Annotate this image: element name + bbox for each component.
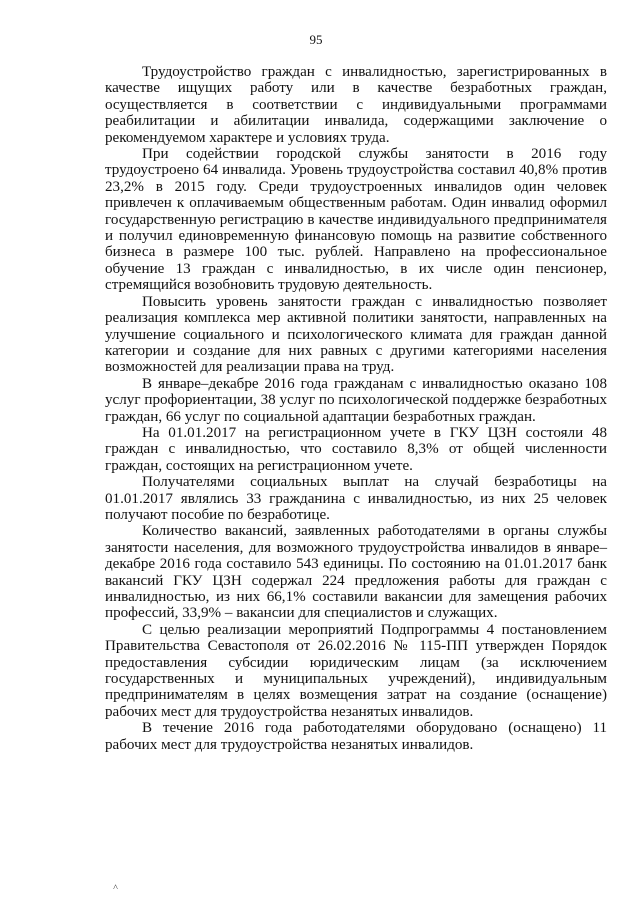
paragraph-unemployment-benefits: Получателями социальных выплат на случай безработицы на 01.01.2017 являлись 33 гражданина с инвалидностью, из них 25 человек получают пособие по безработице. <box>105 474 607 523</box>
scan-mark: ˄ <box>113 882 119 892</box>
paragraph-vacancies: Количество вакансий, заявленных работодателями в органы службы занятости населения, для возможного трудоустройства инвалидов в январе–декабре 2016 года составило 543 единицы. По состоянию на 01.01.2017 банк вакансий ГКУ ЦЗН содержал 224 предложения работы для граждан с инвалидностью, из них 66,1% составили вакансии для замещения рабочих профессий, 33,9% – вакансии для специалистов и служащих. <box>105 523 607 622</box>
paragraph-subsidy-regulation: С целью реализации мероприятий Подпрограммы 4 постановлением Правительства Севастополя от 26.02.2016 № 115-ПП утвержден Порядок предоставления субсидии юридическим лицам (за исключением государственных и муниципальных учреждений), индивидуальным предпринимателям в целях возмещения затрат на создание (оснащение) рабочих мест для трудоустройства незанятых инвалидов. <box>105 621 607 720</box>
paragraph-workplaces-equipped: В течение 2016 года работодателями оборудовано (оснащено) 11 рабочих мест для трудоустройства незанятых инвалидов. <box>105 720 607 753</box>
paragraph-employment-2016-results: При содействии городской службы занятости в 2016 году трудоустроено 64 инвалида. Уровень трудоустройства составил 40,8% против 23,2% в 2015 году. Среди трудоустроенных инвалидов один человек привлечен к оплачиваемым общественным работам. Один инвалид оформил государственную регистрацию в качестве индивидуального предпринимателя и получил единовременную финансовую помощь на развитие собственного бизнеса в размере 100 тыс. рублей. Направлено на профессиональное обучение 13 граждан с инвалидностью, в их числе один пенсионер, стремящийся возобновить трудовую деятельность. <box>105 146 607 294</box>
page-number: 95 <box>309 32 323 47</box>
paragraph-employment-policy: Повысить уровень занятости граждан с инвалидностью позволяет реализация комплекса мер активной политики занятости, направленных на улучшение социального и психологического климата для граждан данной категории и создание для них равных с другими категориями населения возможностей для реализации права на труд. <box>105 293 607 376</box>
document-body <box>105 64 607 753</box>
paragraph-services-provided: В январе–декабре 2016 года гражданам с инвалидностью оказано 108 услуг профориентации, 38 услуг по психологической поддержке безработных граждан, 66 услуг по социальной адаптации безработных граждан. <box>105 375 607 425</box>
paragraph-registration-count: На 01.01.2017 на регистрационном учете в ГКУ ЦЗН состояли 48 граждан с инвалидностью, что составило 8,3% от общей численности граждан, состоящих на регистрационном учете. <box>105 424 607 474</box>
paragraph-employment-registration: Трудоустройство граждан с инвалидностью, зарегистрированных в качестве ищущих работу или в качестве безработных граждан, осуществляется в соответствии с индивидуальными программами реабилитации и абилитации инвалида, содержащими заключение о рекомендуемом характере и условиях труда. <box>105 64 607 146</box>
